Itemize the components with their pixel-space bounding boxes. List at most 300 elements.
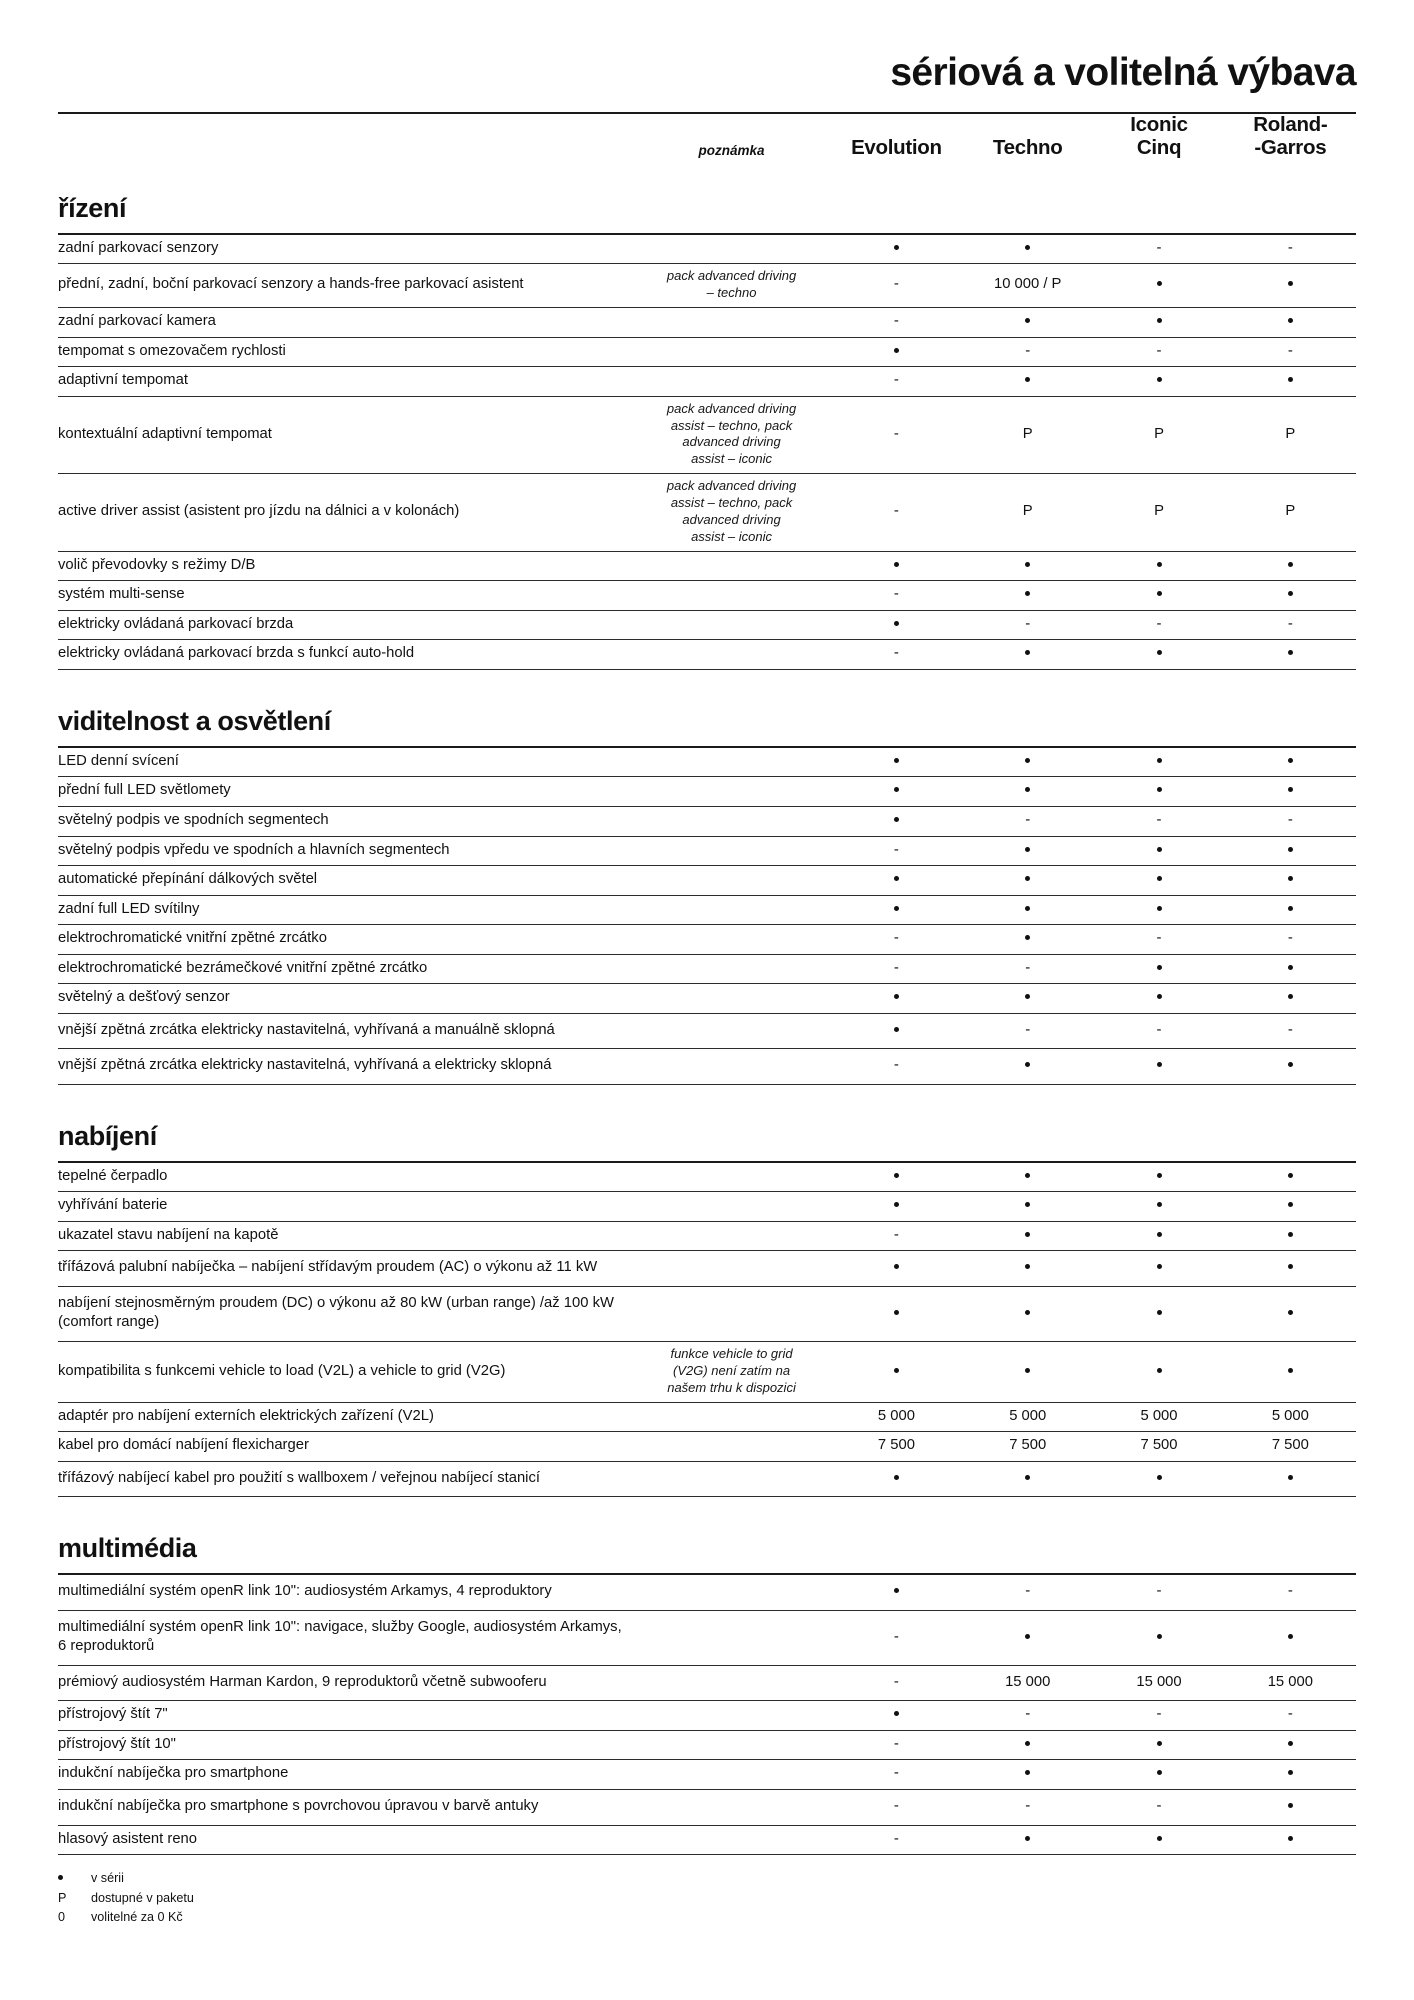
not-available-dash: - — [1287, 1020, 1293, 1038]
standard-dot-icon — [1288, 1803, 1293, 1808]
value-evolution — [831, 748, 962, 777]
value-roland-garros: P — [1225, 474, 1356, 552]
table-row — [58, 984, 1356, 1014]
not-available-dash: - — [893, 958, 899, 976]
value-techno — [962, 367, 1093, 397]
not-available-dash: - — [1025, 1796, 1031, 1814]
feature-name: světelný podpis ve spodních segmentech — [58, 807, 632, 837]
value-roland-garros — [1225, 1192, 1356, 1222]
table-row — [58, 551, 1356, 581]
value-techno: P — [962, 474, 1093, 552]
feature-note — [632, 640, 830, 670]
value-iconic-cinq — [1093, 235, 1224, 264]
standard-dot-icon — [1288, 965, 1293, 970]
not-available-dash: - — [1287, 811, 1293, 829]
standard-dot-icon — [1025, 1368, 1030, 1373]
value-evolution — [831, 1610, 962, 1665]
column-header-iconic-cinq — [1093, 114, 1224, 171]
standard-dot-icon — [1025, 245, 1030, 250]
value-evolution — [831, 1049, 962, 1085]
value-iconic-cinq — [1093, 640, 1224, 670]
value-techno — [962, 1461, 1093, 1497]
value-roland-garros: 15 000 — [1225, 1665, 1356, 1701]
feature-name: přední, zadní, boční parkovací senzory a hands-free parkovací asistent — [58, 264, 632, 308]
not-available-dash: - — [893, 840, 899, 858]
standard-dot-icon — [1025, 1062, 1030, 1067]
feature-note-line: pack advanced driving — [666, 268, 797, 284]
value-evolution — [831, 551, 962, 581]
table-row — [58, 1701, 1356, 1731]
table-row — [58, 954, 1356, 984]
column-header-iconic-cinq-line2: Cinq — [1136, 135, 1182, 159]
standard-dot-icon — [1025, 1836, 1030, 1841]
feature-name: elektrochromatické bezrámečkové vnitřní zpětné zrcátko — [58, 954, 632, 984]
table-row — [58, 610, 1356, 640]
not-available-dash: - — [893, 585, 899, 603]
standard-dot-icon — [1157, 1264, 1162, 1269]
not-available-dash: - — [893, 312, 899, 330]
feature-note-line: pack advanced driving — [666, 478, 797, 494]
standard-dot-icon — [1157, 965, 1162, 970]
section-title: řízení — [58, 192, 127, 223]
table-row — [58, 748, 1356, 777]
table-row — [58, 1192, 1356, 1222]
legend — [58, 1869, 1356, 1928]
standard-dot-icon — [1025, 591, 1030, 596]
standard-dot-icon — [1288, 1264, 1293, 1269]
value-roland-garros — [1225, 551, 1356, 581]
standard-dot-icon — [894, 876, 899, 881]
table-row — [58, 640, 1356, 670]
value-iconic-cinq — [1093, 1461, 1224, 1497]
not-available-dash: - — [1287, 929, 1293, 947]
value-techno — [962, 581, 1093, 611]
feature-note — [632, 1341, 830, 1402]
value-techno — [962, 866, 1093, 896]
value-evolution — [831, 1251, 962, 1287]
value-roland-garros — [1225, 1760, 1356, 1790]
standard-dot-icon — [1157, 281, 1162, 286]
standard-dot-icon — [1157, 906, 1162, 911]
section-heading-row — [58, 171, 1356, 234]
table-row — [58, 474, 1356, 552]
value-techno — [962, 1610, 1093, 1665]
value-evolution — [831, 1286, 962, 1341]
feature-name: třífázový nabíjecí kabel pro použití s wallboxem / veřejnou nabíjecí stanicí — [58, 1461, 632, 1497]
table-row — [58, 807, 1356, 837]
not-available-dash: - — [1025, 1020, 1031, 1038]
legend-key: P — [58, 1890, 67, 1905]
standard-dot-icon — [1025, 876, 1030, 881]
not-available-dash: - — [893, 275, 899, 293]
standard-dot-icon — [894, 758, 899, 763]
value-iconic-cinq — [1093, 367, 1224, 397]
standard-dot-icon — [1025, 847, 1030, 852]
table-row — [58, 1760, 1356, 1790]
standard-dot-icon — [894, 1588, 899, 1593]
table-row — [58, 1163, 1356, 1192]
feature-note-line: advanced driving — [682, 512, 781, 528]
standard-dot-icon — [1157, 1202, 1162, 1207]
standard-dot-icon — [1025, 1634, 1030, 1639]
standard-dot-icon — [1025, 1173, 1030, 1178]
standard-dot-icon — [1157, 1770, 1162, 1775]
standard-dot-icon — [1288, 758, 1293, 763]
section-heading-row — [58, 1084, 1356, 1162]
table-row — [58, 1402, 1356, 1432]
value-iconic-cinq — [1093, 1251, 1224, 1287]
standard-dot-icon — [1157, 377, 1162, 382]
not-available-dash: - — [1287, 614, 1293, 632]
value-iconic-cinq — [1093, 1221, 1224, 1251]
section-title: nabíjení — [58, 1120, 157, 1151]
value-iconic-cinq — [1093, 337, 1224, 367]
not-available-dash: - — [893, 1056, 899, 1074]
not-available-dash: - — [1025, 1705, 1031, 1723]
value-iconic-cinq — [1093, 1575, 1224, 1610]
value-techno — [962, 1163, 1093, 1192]
standard-dot-icon — [1025, 994, 1030, 999]
value-evolution — [831, 1341, 962, 1402]
value-iconic-cinq — [1093, 1192, 1224, 1222]
feature-name: LED denní svícení — [58, 748, 632, 777]
standard-dot-icon — [1025, 377, 1030, 382]
feature-note — [632, 581, 830, 611]
value-roland-garros — [1225, 836, 1356, 866]
feature-name: multimediální systém openR link 10": navigace, služby Google, audiosystém Arkamys, 6 reproduktorů — [58, 1610, 632, 1665]
value-roland-garros — [1225, 748, 1356, 777]
value-roland-garros — [1225, 1341, 1356, 1402]
standard-dot-icon — [894, 1264, 899, 1269]
standard-dot-icon — [1288, 562, 1293, 567]
standard-dot-icon — [1157, 1368, 1162, 1373]
value-iconic-cinq — [1093, 1789, 1224, 1825]
value-techno — [962, 1825, 1093, 1855]
table-row — [58, 1610, 1356, 1665]
feature-note — [632, 396, 830, 474]
standard-dot-icon — [1288, 1368, 1293, 1373]
feature-name: indukční nabíječka pro smartphone s povrchovou úpravou v barvě antuky — [58, 1789, 632, 1825]
value-techno — [962, 1760, 1093, 1790]
standard-dot-icon — [1157, 650, 1162, 655]
standard-dot-icon — [894, 817, 899, 822]
value-techno: P — [962, 396, 1093, 474]
value-roland-garros — [1225, 984, 1356, 1014]
standard-dot-icon — [1288, 1836, 1293, 1841]
feature-note-line: assist – iconic — [691, 528, 772, 544]
value-iconic-cinq — [1093, 954, 1224, 984]
value-evolution — [831, 1825, 962, 1855]
section-title: multimédia — [58, 1533, 197, 1564]
standard-dot-icon — [1288, 1062, 1293, 1067]
feature-note — [632, 308, 830, 338]
value-roland-garros — [1225, 610, 1356, 640]
value-iconic-cinq — [1093, 1730, 1224, 1760]
value-roland-garros — [1225, 1461, 1356, 1497]
value-iconic-cinq: P — [1093, 474, 1224, 552]
feature-name: adaptivní tempomat — [58, 367, 632, 397]
value-roland-garros — [1225, 925, 1356, 955]
standard-dot-icon — [1025, 1232, 1030, 1237]
standard-dot-icon — [1025, 650, 1030, 655]
value-evolution — [831, 396, 962, 474]
feature-note-line: (V2G) není zatím na — [673, 1362, 791, 1378]
value-iconic-cinq — [1093, 1825, 1224, 1855]
table-row — [58, 264, 1356, 308]
not-available-dash: - — [1156, 1582, 1162, 1600]
value-iconic-cinq — [1093, 1163, 1224, 1192]
value-evolution — [831, 1575, 962, 1610]
table-row — [58, 308, 1356, 338]
not-available-dash: - — [1287, 341, 1293, 359]
value-evolution — [831, 581, 962, 611]
value-iconic-cinq — [1093, 807, 1224, 837]
value-techno — [962, 1701, 1093, 1731]
table-row — [58, 1789, 1356, 1825]
not-available-dash: - — [1156, 811, 1162, 829]
page-title: sériová a volitelná výbava — [890, 51, 1356, 94]
standard-dot-icon — [1288, 847, 1293, 852]
standard-dot-icon — [1157, 876, 1162, 881]
value-evolution — [831, 1760, 962, 1790]
value-roland-garros — [1225, 1730, 1356, 1760]
standard-dot-icon — [1025, 1475, 1030, 1480]
table-row — [58, 1251, 1356, 1287]
value-techno: 5 000 — [962, 1402, 1093, 1432]
feature-note — [632, 1432, 830, 1462]
feature-note — [632, 235, 830, 264]
value-roland-garros — [1225, 337, 1356, 367]
feature-note-line: assist – iconic — [691, 451, 772, 467]
value-roland-garros — [1225, 1610, 1356, 1665]
feature-note — [632, 777, 830, 807]
value-evolution — [831, 954, 962, 984]
standard-dot-icon — [1288, 876, 1293, 881]
feature-name: třífázová palubní nabíječka – nabíjení střídavým proudem (AC) o výkonu až 11 kW — [58, 1251, 632, 1287]
standard-dot-icon — [1157, 1836, 1162, 1841]
value-roland-garros — [1225, 367, 1356, 397]
value-techno — [962, 337, 1093, 367]
column-header-roland-garros-line2: -Garros — [1254, 135, 1327, 159]
value-iconic-cinq — [1093, 1610, 1224, 1665]
value-evolution — [831, 836, 962, 866]
standard-dot-icon — [1288, 1770, 1293, 1775]
table-row — [58, 895, 1356, 925]
feature-note — [632, 1163, 830, 1192]
table-row — [58, 367, 1356, 397]
feature-note-line: assist – techno, pack — [670, 495, 793, 511]
not-available-dash: - — [893, 644, 899, 662]
value-techno: 15 000 — [962, 1665, 1093, 1701]
not-available-dash: - — [1156, 1705, 1162, 1723]
value-evolution — [831, 1192, 962, 1222]
feature-note — [632, 1701, 830, 1731]
value-evolution — [831, 610, 962, 640]
value-techno: 7 500 — [962, 1432, 1093, 1462]
standard-dot-icon — [1025, 1264, 1030, 1269]
feature-note — [632, 1575, 830, 1610]
standard-dot-icon — [894, 1711, 899, 1716]
not-available-dash: - — [893, 1734, 899, 1752]
not-available-dash: - — [1025, 1582, 1031, 1600]
standard-dot-icon — [1157, 1310, 1162, 1315]
standard-dot-icon — [1288, 377, 1293, 382]
table-body — [58, 171, 1356, 1855]
standard-dot-icon — [894, 562, 899, 567]
table-row — [58, 1461, 1356, 1497]
feature-name: zadní full LED svítilny — [58, 895, 632, 925]
value-evolution — [831, 866, 962, 896]
column-header-note: poznámka — [698, 142, 765, 158]
table-row — [58, 581, 1356, 611]
feature-note-line: našem trhu k dispozici — [667, 1379, 796, 1395]
standard-dot-icon — [1157, 1232, 1162, 1237]
feature-note — [632, 807, 830, 837]
not-available-dash: - — [1287, 238, 1293, 256]
value-roland-garros — [1225, 866, 1356, 896]
value-evolution — [831, 1789, 962, 1825]
feature-name: kompatibilita s funkcemi vehicle to load (V2L) a vehicle to grid (V2G) — [58, 1341, 632, 1402]
feature-note — [632, 1730, 830, 1760]
feature-name: automatické přepínání dálkových světel — [58, 866, 632, 896]
standard-dot-icon — [1025, 787, 1030, 792]
value-techno — [962, 1221, 1093, 1251]
standard-dot-icon — [1288, 1202, 1293, 1207]
table-row — [58, 1665, 1356, 1701]
value-roland-garros — [1225, 954, 1356, 984]
standard-dot-icon — [1288, 650, 1293, 655]
standard-dot-icon — [1288, 318, 1293, 323]
table-row — [58, 777, 1356, 807]
not-available-dash: - — [893, 1764, 899, 1782]
value-roland-garros — [1225, 264, 1356, 308]
value-evolution — [831, 1701, 962, 1731]
standard-dot-icon — [894, 348, 899, 353]
standard-dot-icon — [894, 1475, 899, 1480]
value-techno: 10 000 / P — [962, 264, 1093, 308]
value-techno — [962, 895, 1093, 925]
value-techno — [962, 640, 1093, 670]
feature-name: přístrojový štít 7" — [58, 1701, 632, 1731]
not-available-dash: - — [1156, 1796, 1162, 1814]
legend-text: dostupné v paketu — [91, 1890, 194, 1905]
standard-dot-icon — [1157, 562, 1162, 567]
feature-note — [632, 1789, 830, 1825]
standard-dot-icon — [1288, 1634, 1293, 1639]
value-evolution — [831, 337, 962, 367]
legend-row — [58, 1869, 1356, 1889]
standard-dot-icon — [1025, 1741, 1030, 1746]
standard-dot-icon — [1288, 1475, 1293, 1480]
feature-name: volič převodovky s režimy D/B — [58, 551, 632, 581]
value-iconic-cinq — [1093, 264, 1224, 308]
value-evolution — [831, 367, 962, 397]
feature-note — [632, 748, 830, 777]
feature-note-line: assist – techno, pack — [670, 417, 793, 433]
feature-name: multimediální systém openR link 10": audiosystém Arkamys, 4 reproduktory — [58, 1575, 632, 1610]
standard-dot-icon — [1157, 758, 1162, 763]
standard-dot-icon — [1157, 318, 1162, 323]
standard-dot-icon — [1157, 787, 1162, 792]
value-techno — [962, 1049, 1093, 1085]
standard-dot-icon — [1025, 906, 1030, 911]
value-iconic-cinq — [1093, 925, 1224, 955]
standard-dot-icon — [1025, 562, 1030, 567]
not-available-dash: - — [1025, 341, 1031, 359]
standard-dot-icon — [894, 1202, 899, 1207]
feature-name: světelný a dešťový senzor — [58, 984, 632, 1014]
value-evolution — [831, 1461, 962, 1497]
value-evolution — [831, 1221, 962, 1251]
standard-dot-icon — [894, 994, 899, 999]
feature-note — [632, 1760, 830, 1790]
value-iconic-cinq — [1093, 1049, 1224, 1085]
not-available-dash: - — [1156, 614, 1162, 632]
standard-dot-icon — [1288, 1232, 1293, 1237]
feature-name: elektricky ovládaná parkovací brzda s funkcí auto-hold — [58, 640, 632, 670]
feature-note-line: advanced driving — [682, 434, 781, 450]
value-evolution — [831, 1730, 962, 1760]
value-iconic-cinq: 5 000 — [1093, 1402, 1224, 1432]
feature-note — [632, 474, 830, 552]
value-techno — [962, 836, 1093, 866]
standard-dot-icon — [1157, 847, 1162, 852]
not-available-dash: - — [1156, 341, 1162, 359]
feature-name: tempomat s omezovačem rychlosti — [58, 337, 632, 367]
table-row — [58, 1825, 1356, 1855]
table-row — [58, 1730, 1356, 1760]
feature-name: přední full LED světlomety — [58, 777, 632, 807]
feature-name: vnější zpětná zrcátka elektricky nastavitelná, vyhřívaná a manuálně sklopná — [58, 1013, 632, 1049]
value-techno — [962, 984, 1093, 1014]
value-evolution — [831, 235, 962, 264]
value-iconic-cinq — [1093, 1013, 1224, 1049]
feature-name: elektrochromatické vnitřní zpětné zrcátko — [58, 925, 632, 955]
value-iconic-cinq — [1093, 1760, 1224, 1790]
standard-dot-icon — [1157, 1634, 1162, 1639]
value-iconic-cinq — [1093, 777, 1224, 807]
table-header — [58, 114, 1356, 171]
value-roland-garros — [1225, 895, 1356, 925]
feature-name: světelný podpis vpředu ve spodních a hlavních segmentech — [58, 836, 632, 866]
standard-dot-icon — [894, 787, 899, 792]
standard-dot-icon — [894, 621, 899, 626]
feature-note — [632, 1221, 830, 1251]
value-evolution — [831, 1013, 962, 1049]
value-roland-garros — [1225, 1049, 1356, 1085]
standard-dot-icon — [1288, 591, 1293, 596]
value-evolution — [831, 474, 962, 552]
feature-note-line: – techno — [706, 285, 757, 301]
value-roland-garros — [1225, 235, 1356, 264]
value-roland-garros — [1225, 308, 1356, 338]
value-techno — [962, 308, 1093, 338]
value-evolution — [831, 777, 962, 807]
standard-dot-icon — [1288, 1310, 1293, 1315]
standard-dot-icon — [1025, 1770, 1030, 1775]
feature-name: systém multi-sense — [58, 581, 632, 611]
not-available-dash: - — [1025, 614, 1031, 632]
feature-name: přístrojový štít 10" — [58, 1730, 632, 1760]
not-available-dash: - — [893, 1796, 899, 1814]
not-available-dash: - — [1287, 1582, 1293, 1600]
legend-text: v sérii — [91, 1871, 124, 1886]
value-roland-garros — [1225, 640, 1356, 670]
value-roland-garros — [1225, 581, 1356, 611]
value-iconic-cinq — [1093, 1286, 1224, 1341]
feature-name: hlasový asistent reno — [58, 1825, 632, 1855]
value-iconic-cinq: 7 500 — [1093, 1432, 1224, 1462]
